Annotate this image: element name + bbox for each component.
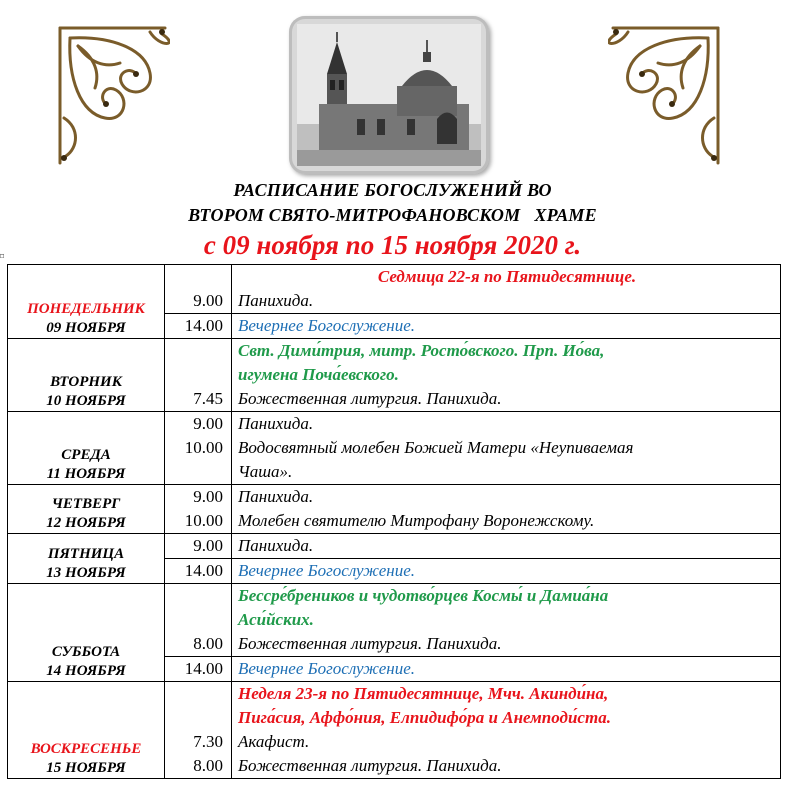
time-cell <box>165 559 232 584</box>
time-cell <box>165 314 232 339</box>
service-cell <box>232 314 781 339</box>
anchor-icon: ⌑ <box>0 252 5 261</box>
church-photo <box>289 16 489 174</box>
day-cell <box>8 682 165 779</box>
feast-title: Седмица 22-я по Пятидесятнице. <box>377 267 637 286</box>
day-name: СРЕДА <box>61 447 111 463</box>
time-value: 14.00 <box>184 561 223 580</box>
time-cell <box>165 584 232 657</box>
service-text: Панихида. <box>238 487 314 506</box>
day-cell <box>8 534 165 584</box>
time-cell <box>165 485 232 534</box>
service-cell <box>232 485 781 534</box>
time-cell <box>165 265 232 314</box>
day-name: ВТОРНИК <box>50 374 122 390</box>
time-value: 14.00 <box>184 316 223 335</box>
table-row <box>8 412 781 485</box>
day-cell <box>8 265 165 339</box>
table-row <box>8 485 781 534</box>
date-range-title: с 09 ноября по 15 ноября 2020 г. <box>203 230 582 260</box>
table-row <box>8 584 781 657</box>
service-cell <box>232 534 781 559</box>
day-name: ВОСКРЕСЕНЬЕ <box>30 741 142 757</box>
service-cell <box>232 559 781 584</box>
service-text: Вечернее Богослужение. <box>238 659 416 678</box>
day-cell <box>8 412 165 485</box>
day-date: 14 НОЯБРЯ <box>46 663 126 679</box>
time-value: 9.00 <box>193 414 223 433</box>
service-cell <box>232 682 781 779</box>
service-text: Водосвятный молебен Божией Матери «Неупиваемая <box>238 438 634 457</box>
time-value: 8.00 <box>193 634 223 653</box>
service-text: Божественная литургия. Панихида. <box>238 756 502 775</box>
day-name: ЧЕТВЕРГ <box>51 496 121 512</box>
service-text: Божественная литургия. Панихида. <box>238 634 502 653</box>
time-value: 8.00 <box>193 756 223 775</box>
day-date: 15 НОЯБРЯ <box>46 760 126 776</box>
service-text: Вечернее Богослужение. <box>238 316 416 335</box>
time-value: 14.00 <box>184 659 223 678</box>
service-cell <box>232 412 781 485</box>
day-date: 12 НОЯБРЯ <box>46 515 126 531</box>
service-text-cont: Чаша». <box>238 462 293 481</box>
table-row <box>8 534 781 559</box>
service-text: Панихида. <box>238 291 314 310</box>
time-cell <box>165 682 232 779</box>
feast-title: Свт. Дими́трия, митр. Росто́вского. Прп. Ио́ва, <box>238 341 605 360</box>
schedule-table <box>7 264 781 779</box>
time-value: 10.00 <box>184 438 223 457</box>
day-name: ПОНЕДЕЛЬНИК <box>27 301 145 317</box>
service-text: Панихида. <box>238 414 314 433</box>
day-cell <box>8 339 165 412</box>
time-value: 7.45 <box>193 389 223 408</box>
feast-title-cont: Аси́йских. <box>238 610 314 629</box>
service-cell <box>232 584 781 657</box>
service-text: Молебен святителю Митрофану Воронежскому. <box>238 511 595 530</box>
day-date: 10 НОЯБРЯ <box>46 393 126 409</box>
church-illustration <box>297 24 481 166</box>
feast-title-cont: игумена Поча́евского. <box>238 365 399 384</box>
time-value: 9.00 <box>193 291 223 310</box>
time-value: 10.00 <box>184 511 223 530</box>
service-text: Божественная литургия. Панихида. <box>238 389 502 408</box>
corner-ornament-right <box>608 18 728 168</box>
day-name: СУББОТА <box>51 644 121 660</box>
service-text: Вечернее Богослужение. <box>238 561 416 580</box>
time-cell <box>165 534 232 559</box>
day-date: 11 НОЯБРЯ <box>46 466 126 482</box>
corner-ornament-left <box>50 18 170 168</box>
table-row <box>8 265 781 314</box>
service-cell <box>232 265 781 314</box>
table-row <box>8 339 781 412</box>
time-value: 7.30 <box>193 732 223 751</box>
table-row <box>8 682 781 779</box>
feast-title: Бессре́бреников и чудотво́рцев Космы́ и Дамиа́на <box>238 586 609 605</box>
service-text: Панихида. <box>238 536 314 555</box>
service-cell <box>232 339 781 412</box>
feast-title-cont: Пига́сия, Аффо́ния, Елпидифо́ра и Анемподи́ста. <box>238 708 611 727</box>
day-date: 09 НОЯБРЯ <box>46 320 126 336</box>
time-value: 9.00 <box>193 536 223 555</box>
service-text: Акафист. <box>238 732 310 751</box>
title-line-1: РАСПИСАНИЕ БОГОСЛУЖЕНИЙ ВО <box>233 180 552 200</box>
time-cell <box>165 412 232 485</box>
feast-title: Неделя 23-я по Пятидесятнице, Мчч. Акинди́на, <box>238 684 609 703</box>
service-cell <box>232 657 781 682</box>
time-cell <box>165 657 232 682</box>
day-cell <box>8 584 165 682</box>
day-date: 13 НОЯБРЯ <box>46 565 126 581</box>
day-cell <box>8 485 165 534</box>
time-value: 9.00 <box>193 487 223 506</box>
title-line-2: ВТОРОМ СВЯТО-МИТРОФАНОВСКОМ ХРАМЕ <box>188 205 597 225</box>
time-cell <box>165 339 232 412</box>
day-name: ПЯТНИЦА <box>47 546 125 562</box>
